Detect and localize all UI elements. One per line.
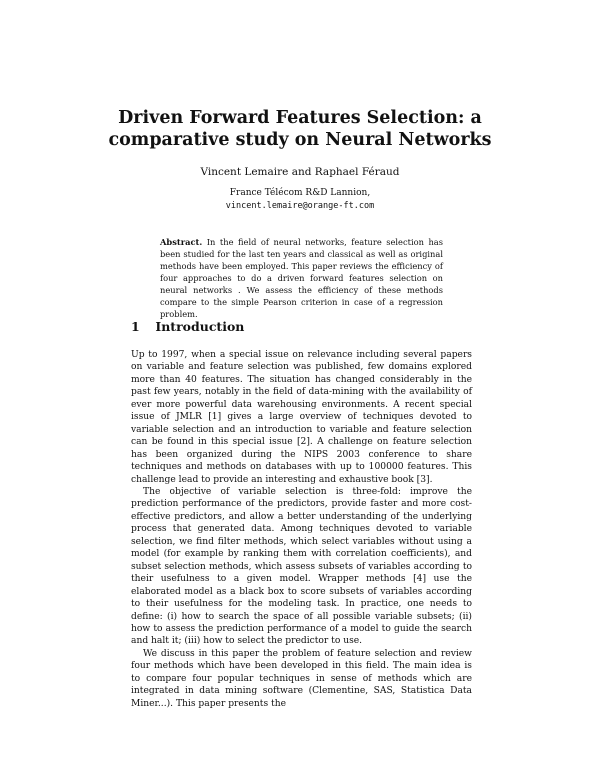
author-email: vincent.lemaire@orange-ft.com bbox=[225, 201, 375, 211]
affiliation-block bbox=[0, 187, 600, 213]
affiliation: France Télécom R&D Lannion, bbox=[229, 188, 371, 198]
section-title: Introduction bbox=[155, 319, 245, 334]
title-line-2: comparative study on Neural Networks bbox=[108, 130, 492, 150]
abstract-text: In the field of neural networks, feature selection has been studied for the last ten years and classical as well as original methods have been employed. This paper reviews the efficiency of four approaches to do a driven forward features selection on neural networks . We assess the efficiency of these methods compare to the simple Pearson criterion in case of a regression problem. bbox=[160, 237, 443, 319]
paragraph-2: The objective of variable selection is three-fold: improve the prediction performance of the predictors, provide faster and more cost-effective predictors, and allow a better understanding of the underlying process that generated data. Among techniques devoted to variable selection, we find filter methods, which select variables without using a model (for example by ranking them with correlation coefficients), and subset selection methods, which assess subsets of variables according to their usefulness to a given model. Wrapper methods [4] use the elaborated model as a black box to score subsets of variables according to their usefulness for the modeling task. In practice, one needs to define: (i) how to search the space of all possible variable subsets; (ii) how to assess the prediction performance of a model to guide the search and halt it; (iii) how to select the predictor to use. bbox=[131, 486, 472, 647]
paragraph-3: We discuss in this paper the problem of feature selection and review four methods which have been developed in this field. The main idea is to compare four popular techniques in sense of methods which are integrated in data mining software (Clementine, SAS, Statistica Data Miner...). This paper presents the bbox=[131, 648, 472, 709]
abstract bbox=[160, 236, 443, 320]
section-number: 1 bbox=[131, 319, 140, 334]
title-line-1: Driven Forward Features Selection: a bbox=[118, 108, 482, 128]
authors: Vincent Lemaire and Raphael Féraud bbox=[200, 166, 400, 178]
paragraph-1: Up to 1997, when a special issue on relevance including several papers on variable and feature selection was published, few domains explored more than 40 features. The situation has changed considerably in the past few years, notably in the field of data-mining with the availability of ever more powerful data warehousing environments. A recent special issue of JMLR [1] gives a large overview of techniques devoted to variable selection and an introduction to variable and feature selection can be found in this special issue [2]. A challenge on feature selection has been organized during the NIPS 2003 conference to share techniques and methods on databases with up to 100000 features. This challenge lead to provide an interesting and exhaustive book [3]. bbox=[131, 350, 472, 485]
body-text bbox=[131, 349, 472, 710]
section-heading bbox=[131, 319, 244, 334]
paper-title bbox=[0, 107, 600, 151]
abstract-label: Abstract. bbox=[160, 237, 203, 247]
